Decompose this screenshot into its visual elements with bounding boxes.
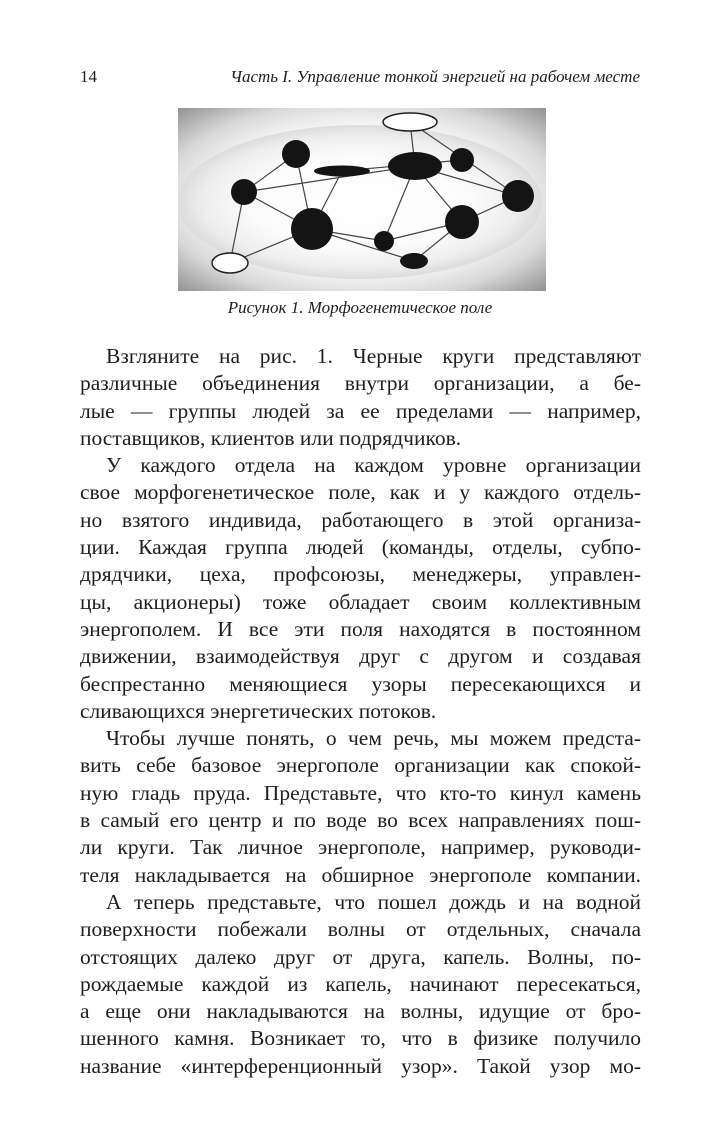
text-line: но взятого индивида, работающего в этой организа- bbox=[80, 507, 641, 532]
text-line: энергополем. И все эти поля находятся в постоянном bbox=[80, 616, 641, 641]
text-line: различные объединения внутри организации, а бе- bbox=[80, 371, 641, 396]
text-line: беспрестанно меняющиеся узоры пересекающихся и bbox=[80, 671, 641, 696]
body-text bbox=[80, 343, 641, 1080]
text-line: ции. Каждая группа людей (команды, отделы, субпо- bbox=[80, 535, 641, 560]
text-line: ную гладь пруда. Представьте, что кто-то кинул камень bbox=[80, 780, 641, 805]
internal-group-node bbox=[388, 152, 442, 180]
paragraph bbox=[80, 452, 641, 725]
internal-group-node bbox=[231, 179, 257, 205]
text-line: свое морфогенетическое поле, как и у каждого отдель- bbox=[80, 480, 641, 505]
text-line: название «интерференционный узор». Такой узор мо- bbox=[80, 1053, 641, 1078]
running-head bbox=[80, 64, 640, 90]
text-line: дрядчики, цеха, профсоюзы, менеджеры, управлен- bbox=[80, 562, 641, 587]
morphogenetic-field-figure bbox=[178, 108, 546, 291]
text-line: рождаемые каждой из капель, начинают пересекаться, bbox=[80, 971, 641, 996]
internal-group-node bbox=[445, 205, 479, 239]
paragraph bbox=[80, 725, 641, 889]
text-line: сливающихся энергетических потоков. bbox=[80, 698, 437, 723]
text-line: шенного камня. Возникает то, что в физике получило bbox=[80, 1026, 641, 1051]
paragraph bbox=[80, 343, 641, 452]
text-line: Взгляните на рис. 1. Черные круги представляют bbox=[106, 344, 641, 368]
external-group-node bbox=[212, 253, 248, 273]
text-line: Чтобы лучше понять, о чем речь, мы можем предста- bbox=[106, 726, 641, 751]
text-line: в самый его центр и по воде во всех направлениях пош- bbox=[80, 808, 641, 833]
text-line: лые — группы людей за ее пределами — например, bbox=[80, 398, 641, 423]
network-diagram bbox=[178, 108, 546, 291]
text-line: У каждого отдела на каждом уровне организации bbox=[106, 453, 641, 478]
internal-group-node bbox=[502, 180, 534, 212]
text-line: поверхности побежали волны от отдельных, сначала bbox=[80, 917, 641, 942]
text-line: цы, акционеры) тоже обладает своим коллективным bbox=[80, 589, 641, 614]
page-number: 14 bbox=[80, 67, 97, 86]
figure-caption: Рисунок 1. Морфогенетическое поле bbox=[227, 298, 493, 317]
internal-group-node bbox=[374, 231, 394, 251]
external-group-node bbox=[383, 113, 437, 131]
internal-group-node bbox=[291, 208, 333, 250]
text-line: движении, взаимодействуя друг с другом и создавая bbox=[80, 644, 641, 669]
internal-group-node bbox=[450, 148, 474, 172]
text-line: а еще они накладываются на волны, идущие от бро- bbox=[80, 999, 641, 1024]
text-line: вить себе базовое энергополе организации как спокой- bbox=[80, 753, 641, 778]
text-line: ли круги. Так личное энергополе, например, руководи- bbox=[80, 835, 641, 860]
text-line: поставщиков, клиентов или подрядчиков. bbox=[80, 425, 462, 450]
text-line: А теперь представьте, что пошел дождь и на водной bbox=[106, 889, 641, 914]
running-title: Часть I. Управление тонкой энергией на рабочем месте bbox=[230, 67, 640, 86]
internal-group-node bbox=[282, 140, 310, 168]
text-line: теля накладывается на обширное энергополе компании. bbox=[80, 862, 641, 887]
internal-group-node bbox=[400, 253, 428, 269]
text-line: отстоящих далеко друг от друга, капель. Волны, по- bbox=[80, 944, 641, 969]
internal-group-node bbox=[314, 166, 370, 177]
paragraph bbox=[80, 889, 641, 1080]
